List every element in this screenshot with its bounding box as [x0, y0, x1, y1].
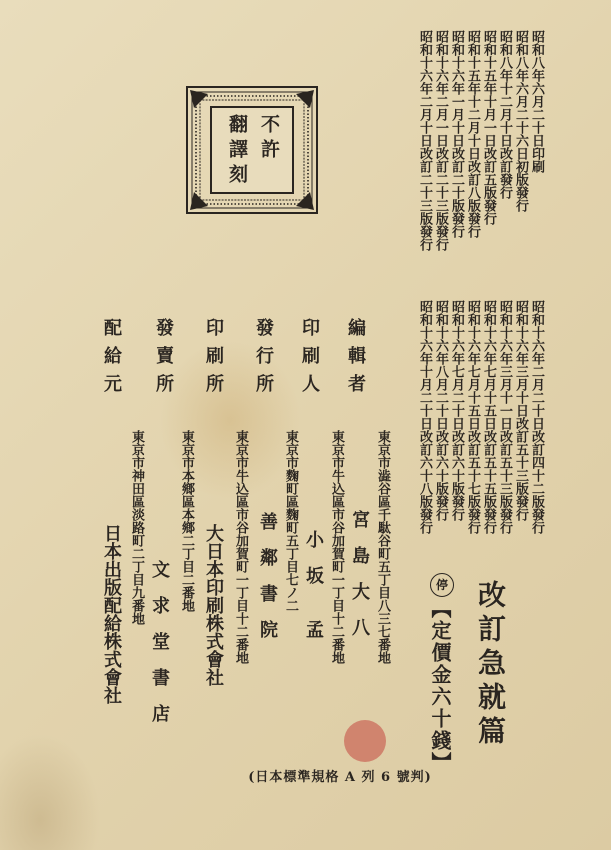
book-title: 改訂急就篇	[474, 580, 507, 750]
colophon-label-seller: 發賣所	[153, 318, 174, 402]
colophon-name-printer: 小 坂 孟	[303, 530, 324, 638]
colophon-name-editor: 宮 島 大 八	[349, 510, 370, 636]
colophon-name-print-shop: 大日本印刷株式會社	[203, 524, 224, 686]
history-first-2: 昭和八年六月二十六日初版發行	[513, 30, 528, 212]
history-first-1: 昭和八年六月二十日印刷	[529, 30, 544, 173]
format-standard-note: (日本標準規格 A 列 6 號判)	[248, 770, 432, 785]
colophon-label-publisher: 發行所	[253, 318, 274, 402]
seal-text-right: 不許	[258, 114, 280, 164]
price-label: 【定價金六十錢】	[428, 598, 452, 774]
history-first-5: 昭和十五年十二月十日改訂八版發行	[465, 30, 480, 238]
seal-text-left: 翻譯刻	[226, 114, 248, 189]
history-second-3: 昭和十六年三月十一日改訂五十三版發行	[497, 300, 512, 534]
colophon-name-publisher: 善 鄰 書 院	[257, 512, 278, 638]
history-first-8: 昭和十六年二月十日改訂二十三版發行	[417, 30, 432, 251]
history-first-4: 昭和十五年十月一日改訂五版發行	[481, 30, 496, 225]
colophon-address-print-shop: 東京市牛込區市谷加賀町一丁目十二番地	[233, 430, 248, 664]
history-second-1: 昭和十六年二月二十日改訂四十二版發行	[529, 300, 544, 534]
history-second-8: 昭和十六年十月二十日改訂六十八版發行	[417, 300, 432, 534]
colophon-label-editor: 編輯者	[345, 318, 366, 402]
seal-text-frame	[210, 106, 294, 194]
history-second-6: 昭和十六年七月二十日改訂六十版發行	[449, 300, 464, 521]
history-first-3: 昭和八年十二月十日改訂發行	[497, 30, 512, 199]
history-second-4: 昭和十六年七月十五日改訂五十五版發行	[481, 300, 496, 534]
colophon-address-editor: 東京市澁谷區千駄谷町五丁目八三七番地	[375, 430, 390, 664]
colophon-address-printer: 東京市牛込區市谷加賀町一丁目十二番地	[329, 430, 344, 664]
colophon-label-printer: 印刷人	[299, 318, 320, 402]
history-first-6: 昭和十六年一月十日改訂二十版發行	[449, 30, 464, 238]
colophon-label-print-shop: 印刷所	[203, 318, 224, 402]
colophon-name-distributor: 日本出版配給株式會社	[101, 524, 122, 704]
personal-seal-stamp	[344, 720, 386, 762]
price-mark: 停	[430, 573, 454, 597]
colophon-address-publisher: 東京市麴町區麴町五丁目七ノ二	[283, 430, 298, 612]
colophon-address-seller: 東京市本鄉區本鄉二丁目二番地	[179, 430, 194, 612]
colophon-label-distributor: 配給元	[101, 318, 122, 402]
colophon-address-distributor: 東京市神田區淡路町二丁目九番地	[129, 430, 144, 625]
history-second-2: 昭和十六年三月十日改訂五十三版發行	[513, 300, 528, 521]
history-second-7: 昭和十六年八月二十日改訂六十版發行	[433, 300, 448, 521]
colophon-name-seller: 文 求 堂 書 店	[149, 560, 170, 722]
copyright-seal	[186, 86, 318, 214]
history-second-5: 昭和十六年七月十五日改訂五十七版發行	[465, 300, 480, 534]
history-first-7: 昭和十六年二月一日改訂二十三版發行	[433, 30, 448, 251]
